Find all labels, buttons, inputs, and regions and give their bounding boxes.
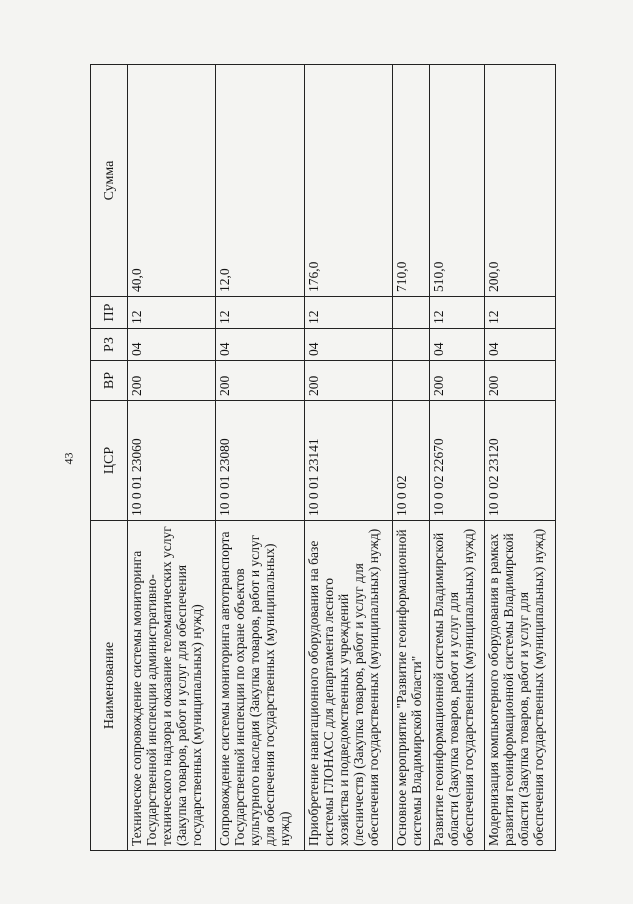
budget-table bbox=[90, 64, 556, 851]
cell-sum: 200,0 bbox=[484, 65, 555, 297]
cell-rz: 04 bbox=[484, 329, 555, 361]
table-header-row bbox=[91, 65, 128, 851]
cell-pr: 12 bbox=[128, 297, 216, 329]
cell-name: Основное мероприятие "Развитие геоинформационной системы Владимирской области" bbox=[392, 521, 429, 851]
header-rz: РЗ bbox=[91, 329, 128, 361]
cell-name: Сопровождение системы мониторинга автотранспорта Государственной инспекции по охране объектов культурного наследия (Закупка товаров, работ и услуг для обеспечения государственных (муниципальных) нужд) bbox=[216, 521, 304, 851]
cell-rz: 04 bbox=[430, 329, 484, 361]
cell-pr: 12 bbox=[484, 297, 555, 329]
header-vr: ВР bbox=[91, 361, 128, 401]
cell-csr: 10 0 01 23060 bbox=[128, 401, 216, 521]
cell-csr: 10 0 01 23141 bbox=[304, 401, 392, 521]
cell-rz bbox=[392, 329, 429, 361]
cell-vr: 200 bbox=[304, 361, 392, 401]
table-row bbox=[392, 65, 429, 851]
cell-rz: 04 bbox=[216, 329, 304, 361]
cell-pr bbox=[392, 297, 429, 329]
cell-pr: 12 bbox=[216, 297, 304, 329]
cell-name: Развитие геоинформационной системы Владимирской области (Закупка товаров, работ и услуг для обеспечения государственных (муниципальных) нужд) bbox=[430, 521, 484, 851]
table-row bbox=[430, 65, 484, 851]
cell-vr: 200 bbox=[430, 361, 484, 401]
table-row bbox=[304, 65, 392, 851]
cell-csr: 10 0 02 bbox=[392, 401, 429, 521]
cell-rz: 04 bbox=[128, 329, 216, 361]
cell-sum: 710,0 bbox=[392, 65, 429, 297]
cell-sum: 510,0 bbox=[430, 65, 484, 297]
cell-sum: 40,0 bbox=[128, 65, 216, 297]
cell-csr: 10 0 02 22670 bbox=[430, 401, 484, 521]
page-number: 43 bbox=[61, 452, 76, 465]
table-row bbox=[484, 65, 555, 851]
header-csr: ЦСР bbox=[91, 401, 128, 521]
cell-vr: 200 bbox=[128, 361, 216, 401]
cell-pr: 12 bbox=[430, 297, 484, 329]
header-sum: Сумма bbox=[91, 65, 128, 297]
cell-csr: 10 0 01 23080 bbox=[216, 401, 304, 521]
cell-vr bbox=[392, 361, 429, 401]
header-name: Наименование bbox=[91, 521, 128, 851]
cell-rz: 04 bbox=[304, 329, 392, 361]
rotated-table-frame bbox=[90, 65, 556, 851]
cell-name: Модернизация компьютерного оборудования в рамках развития геоинформационной системы Владимирской области (Закупка товаров, работ и услуг для обеспечения государственных (муниципальных) нужд) bbox=[484, 521, 555, 851]
table-row bbox=[216, 65, 304, 851]
cell-vr: 200 bbox=[484, 361, 555, 401]
cell-sum: 12,0 bbox=[216, 65, 304, 297]
cell-name: Приобретение навигационного оборудования на базе системы ГЛОНАСС для департамента лесного хозяйства и подведомственных учреждений (лесничеств) (Закупка товаров, работ и услуг для обеспечения государственных (муниципальных) нужд) bbox=[304, 521, 392, 851]
cell-name: Техническое сопровождение системы мониторинга Государственной инспекции административно-технического надзора и оказание телематических услуг (Закупка товаров, работ и услуг для обеспечения государственных (муниципальных) нужд) bbox=[128, 521, 216, 851]
table-row bbox=[128, 65, 216, 851]
cell-sum: 176,0 bbox=[304, 65, 392, 297]
cell-vr: 200 bbox=[216, 361, 304, 401]
header-pr: ПР bbox=[91, 297, 128, 329]
cell-pr: 12 bbox=[304, 297, 392, 329]
cell-csr: 10 0 02 23120 bbox=[484, 401, 555, 521]
